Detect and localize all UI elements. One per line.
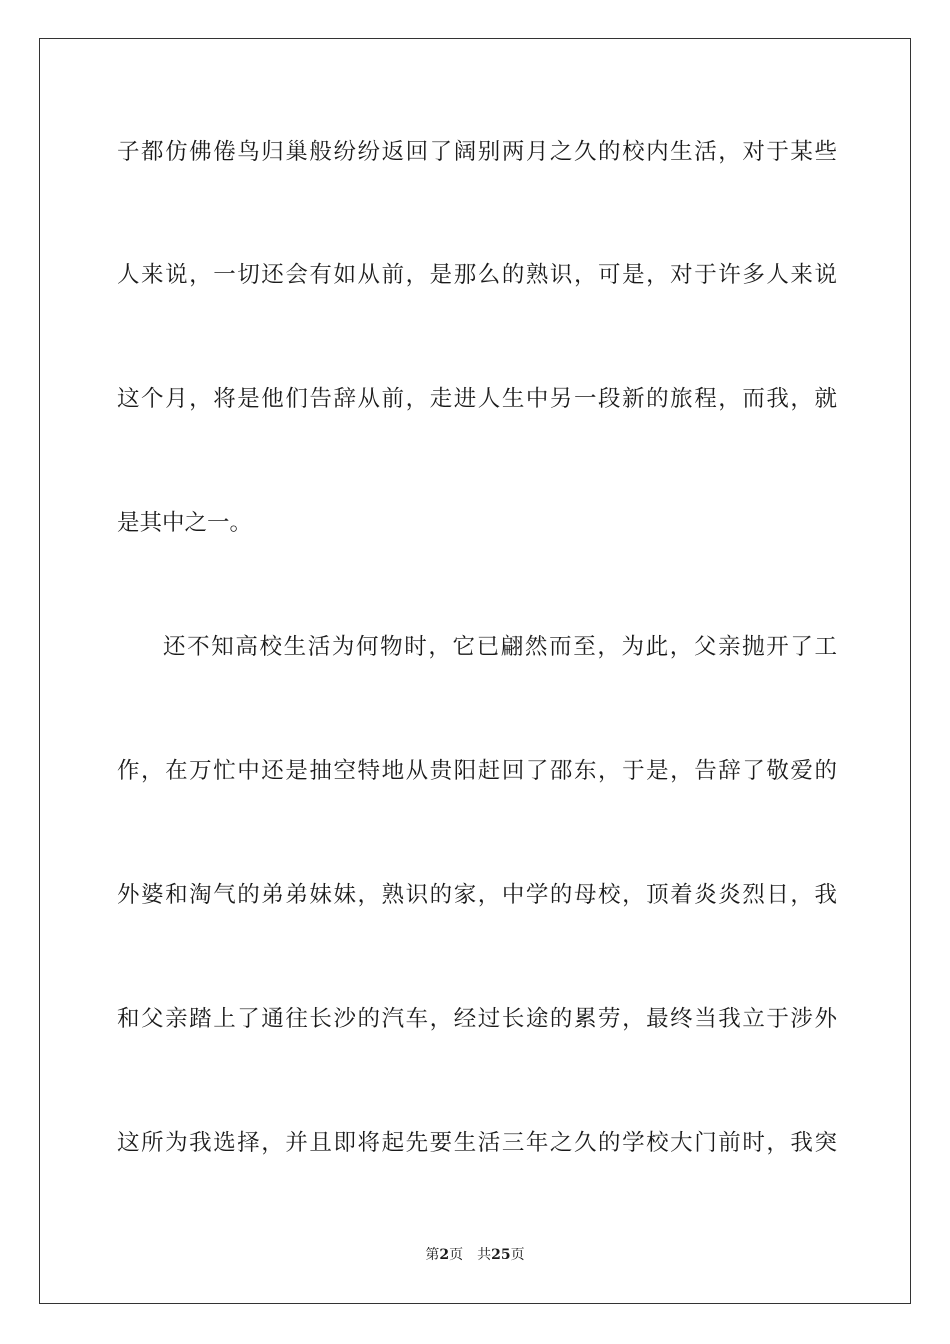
- paragraph-line-9: 这所为我选择，并且即将起先要生活三年之久的学校大门前时，我突: [117, 1130, 837, 1156]
- paragraph-line-8: 和父亲踏上了通往长沙的汽车，经过长途的累劳，最终当我立于涉外: [117, 1006, 837, 1032]
- page-border: [39, 38, 911, 1304]
- paragraph-line-5: 还不知高校生活为何物时，它已翩然而至，为此，父亲抛开了工: [163, 634, 837, 660]
- paragraph-line-4: 是其中之一。: [117, 510, 253, 536]
- footer-page-suffix: 页: [449, 1247, 464, 1263]
- footer-total-prefix: 共: [477, 1247, 492, 1263]
- paragraph-line-2: 人来说，一切还会有如从前，是那么的熟识，可是，对于许多人来说: [117, 262, 837, 288]
- footer-total-suffix: 页: [510, 1247, 525, 1263]
- footer-total-number: 25: [491, 1247, 511, 1263]
- paragraph-line-1: 子都仿佛倦鸟归巢般纷纷返回了阔别两月之久的校内生活，对于某些: [117, 139, 837, 165]
- paragraph-line-6: 作，在万忙中还是抽空特地从贵阳赶回了邵东，于是，告辞了敬爱的: [117, 758, 837, 784]
- paragraph-line-3: 这个月，将是他们告辞从前，走进人生中另一段新的旅程，而我，就: [117, 386, 837, 412]
- page-footer: [0, 1246, 950, 1264]
- footer-page-prefix: 第: [425, 1247, 440, 1263]
- footer-page-number: 2: [439, 1247, 450, 1263]
- paragraph-line-7: 外婆和淘气的弟弟妹妹，熟识的家，中学的母校，顶着炎炎烈日，我: [117, 882, 837, 908]
